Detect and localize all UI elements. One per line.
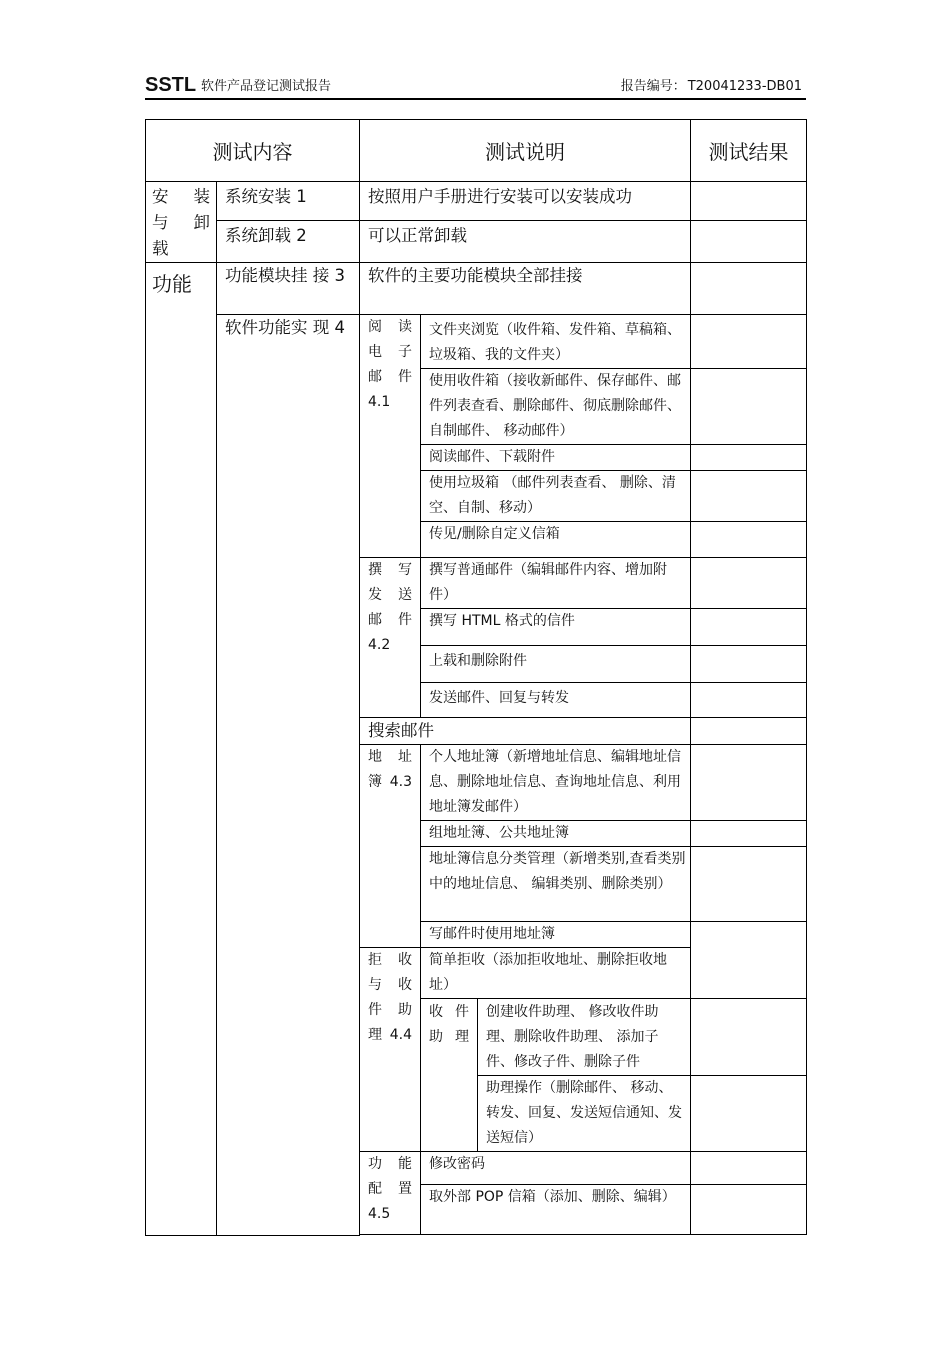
item-desc: 使用收件箱（接收新邮件、保存邮件、邮件列表查看、删除邮件、彻底删除邮件、 自制邮件、 移动邮件） [421,369,691,445]
result-cell [691,999,807,1076]
item-desc: 按照用户手册进行安装可以安装成功 [360,182,691,221]
result-cell [691,445,807,471]
item-desc: 取外部 POP 信箱（添加、删除、编辑） [421,1185,691,1235]
result-cell [691,182,807,221]
result-cell [691,315,807,369]
result-cell [691,922,807,999]
item-desc: 撰写 HTML 格式的信件 [421,609,691,646]
item-desc: 简单拒收（添加拒收地址、删除拒收地址） [421,948,691,999]
test-table [145,119,807,1236]
brand-logo: SSTL [145,74,197,96]
result-cell [691,1185,807,1235]
item-desc: 软件的主要功能模块全部挂接 [360,263,691,315]
item-desc: 助理操作（删除邮件、 移动、转发、回复、发送短信通知、发送短信） [478,1076,691,1152]
col-header-content: 测试内容 [146,120,360,182]
item-desc: 撰写普通邮件（编辑邮件内容、增加附件） [421,558,691,609]
result-cell [691,745,807,821]
result-cell [691,683,807,718]
item-desc: 可以正常卸载 [360,221,691,263]
item-desc: 文件夹浏览（收件箱、发件箱、草稿箱、垃圾箱、我的文件夹） [421,315,691,369]
subgroup-address-book: 地 址 簿 4.3 [360,745,421,948]
result-cell [691,1076,807,1152]
item-desc: 发送邮件、回复与转发 [421,683,691,718]
item-desc: 写邮件时使用地址簿 [421,922,691,948]
subgroup-read-mail: 阅 读 电 子 邮件 4.1 [360,315,421,558]
item-desc: 个人地址簿（新增地址信息、编辑地址信息、删除地址信息、查询地址信息、利用地址簿发邮件） [421,745,691,821]
spacer-cell [360,1235,807,1236]
item-desc: 阅读邮件、下载附件 [421,445,691,471]
group-function: 功能 [146,263,217,1236]
result-cell [691,821,807,847]
result-cell [691,1152,807,1185]
result-cell [691,522,807,558]
report-title: 软件产品登记测试报告 [201,79,332,94]
result-cell [691,471,807,522]
item-desc: 地址簿信息分类管理（新增类别,查看类别中的地址信息、 编辑类别、删除类别） [421,847,691,922]
report-number [619,79,802,94]
item-desc: 传见/删除自定义信箱 [421,522,691,558]
item-desc: 上载和删除附件 [421,646,691,683]
table-row [146,182,807,221]
group-install: 安 装 与 卸 载 [146,182,217,263]
result-cell [691,221,807,263]
result-cell [691,718,807,745]
table-row [146,221,807,263]
item-desc: 搜索邮件 [360,718,691,745]
item-name: 系统安装 1 [217,182,360,221]
page-header [145,74,806,100]
result-cell [691,646,807,683]
result-cell [691,847,807,922]
subgroup-reject: 拒 收 与 收 件 助 理 4.4 [360,948,421,1152]
result-cell [691,369,807,445]
col-header-description: 测试说明 [360,120,691,182]
col-header-result: 测试结果 [691,120,807,182]
result-cell [691,263,807,315]
item-desc: 创建收件助理、 修改收件助理、删除收件助理、 添加子件、修改子件、删除子件 [478,999,691,1076]
table-header-row [146,120,807,182]
item-name: 功能模块挂 接 3 [217,263,360,315]
result-cell [691,558,807,609]
result-cell [691,609,807,646]
assistant-label: 收 件 助理 [421,999,478,1152]
table-row [146,263,807,315]
subgroup-config: 功 能 配置 4.5 [360,1152,421,1235]
item-desc: 使用垃圾箱 （邮件列表查看、 删除、清空、自制、移动） [421,471,691,522]
report-number-value: T20041233-DB01 [687,79,802,94]
table-row [146,315,807,369]
subgroup-write-mail: 撰 写 发 送 邮件 4.2 [360,558,421,718]
report-number-label: 报告编号： [620,79,686,94]
item-desc: 组地址簿、公共地址簿 [421,821,691,847]
item-name: 软件功能实 现 4 [217,315,360,1236]
item-name: 系统卸载 2 [217,221,360,263]
item-desc: 修改密码 [421,1152,691,1185]
